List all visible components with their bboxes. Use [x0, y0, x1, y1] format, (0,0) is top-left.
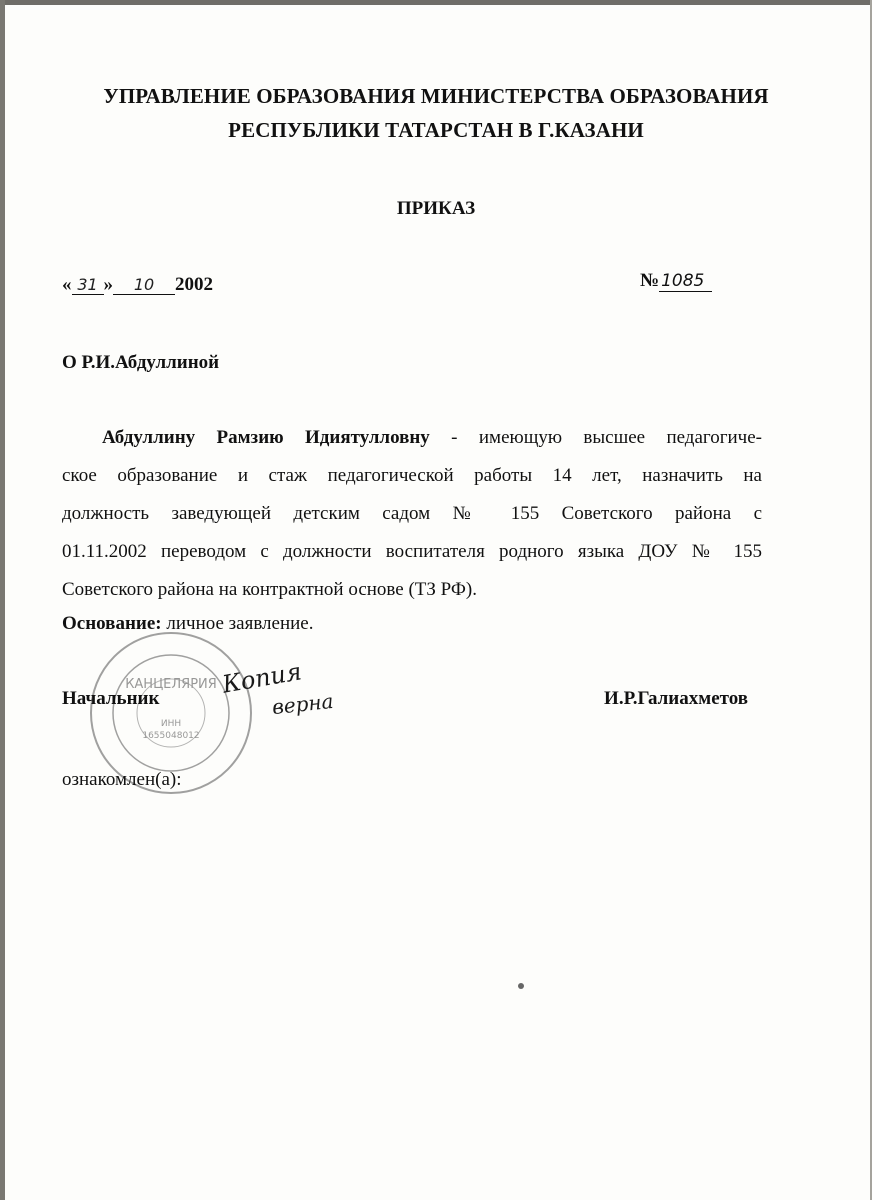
body-line-3: должность заведующей детским садом № 155 Советского района с [62, 503, 762, 524]
order-subject: О Р.И.Абдуллиной [62, 352, 220, 373]
date-month: 10 [113, 275, 175, 295]
body-line-5: Советского района на контрактной основе (ТЗ РФ). [62, 579, 477, 600]
body-person-name: Абдуллину Рамзию Идиятулловну [102, 427, 430, 448]
date-open-quote: « [62, 274, 72, 295]
header-line-2: РЕСПУБЛИКИ ТАТАРСТАН В Г.КАЗАНИ [228, 118, 644, 142]
acknowledged-label: ознакомлен(а): [62, 769, 182, 790]
date-year: 2002 [175, 274, 213, 295]
handwritten-copy-note: Копия [220, 657, 304, 699]
body-line-1 [62, 419, 762, 457]
signature-position: Начальник [62, 688, 160, 709]
scan-speck [518, 983, 524, 989]
basis-text: личное заявление. [161, 613, 314, 634]
scan-edge-top [0, 0, 872, 5]
document-type: ПРИКАЗ [396, 198, 476, 219]
body-line-4: 01.11.2002 переводом с должности воспитателя родного языка ДОУ № 155 [62, 541, 762, 562]
basis-label: Основание: [62, 613, 162, 634]
signature-name: И.Р.Галиахметов [604, 688, 748, 709]
stamp-center-text: КАНЦЕЛЯРИЯ [125, 677, 217, 692]
header-line-1: УПРАВЛЕНИЕ ОБРАЗОВАНИЯ МИНИСТЕРСТВА ОБРАЗОВАНИЯ [103, 84, 769, 108]
order-date [62, 274, 213, 296]
order-body [62, 419, 762, 609]
stamp-inn: 1655048012 [142, 731, 200, 741]
order-number [640, 270, 712, 292]
date-day: 31 [72, 275, 104, 295]
body-line-2: ское образование и стаж педагогической работы 14 лет, назначить на [62, 465, 762, 486]
date-close-quote: » [103, 274, 113, 295]
handwritten-verified-note: верна [270, 688, 335, 720]
number-prefix: № [640, 270, 660, 291]
stamp-inn-label: ИНН [160, 719, 182, 729]
scan-edge-left [0, 0, 5, 1200]
body-line-1-text: - имеющую высшее педагогиче- [429, 427, 762, 448]
number-value: 1085 [659, 271, 712, 292]
